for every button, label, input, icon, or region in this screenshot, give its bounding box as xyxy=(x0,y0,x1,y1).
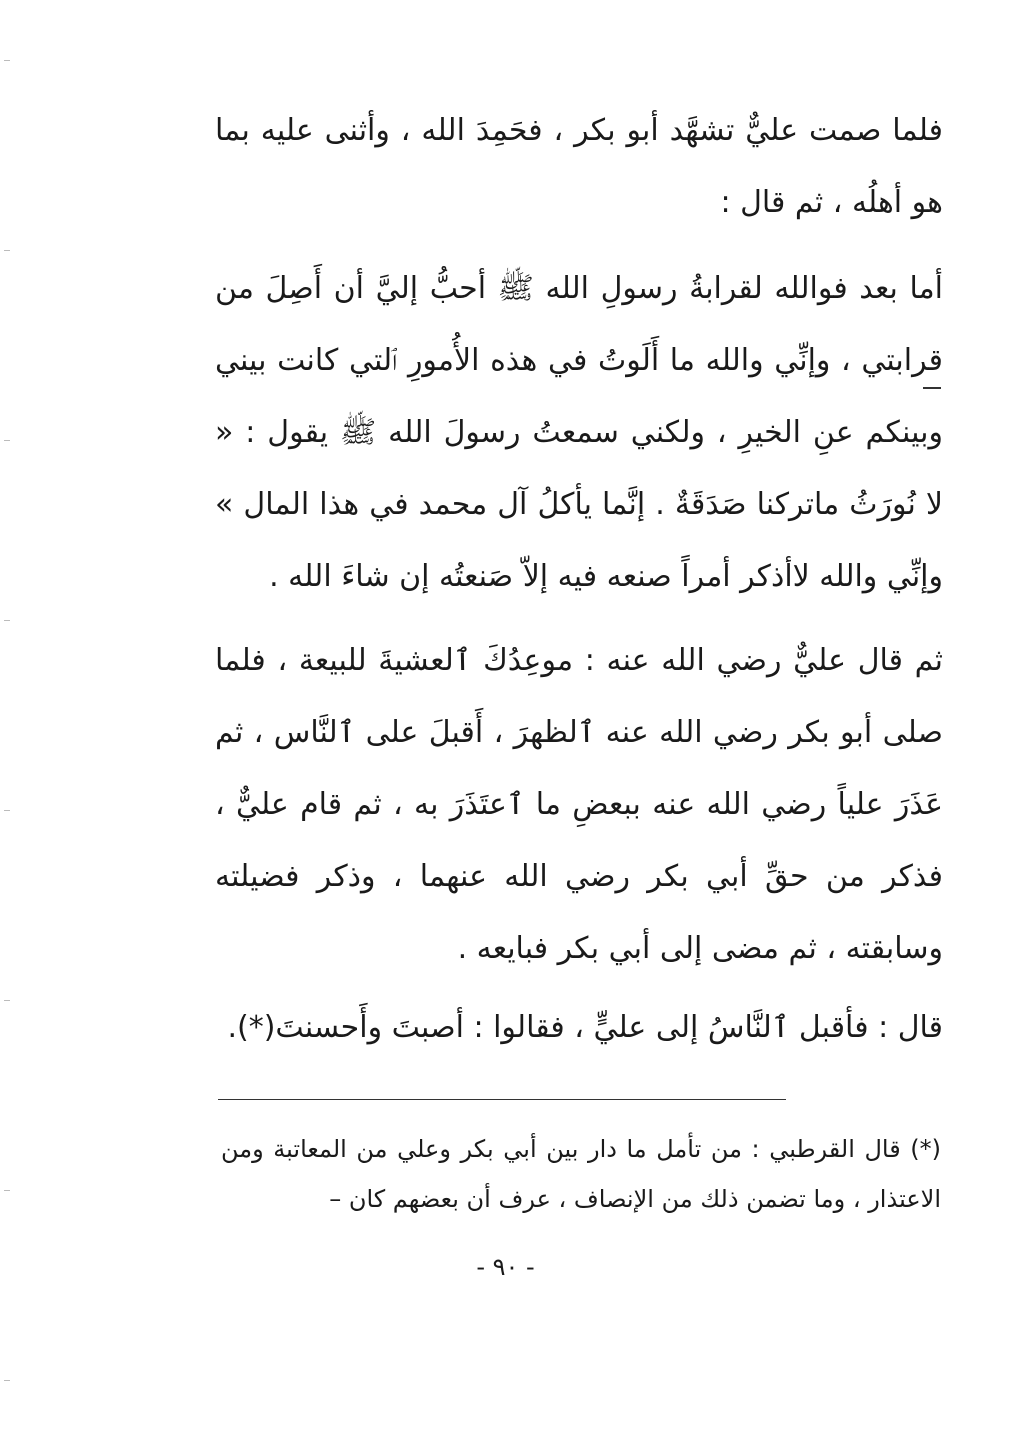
scan-margin-mark xyxy=(4,620,10,621)
paragraph-2: أما بعد فوالله لقرابةُ رسولِ الله ﷺ أحبُّ إليَّ أن أَصِلَ من قرابتي ، وإنِّي والله ما أَلَوتُ في هذه الأُمورِ ٱلتي كانت بيني وبينكم عنِ الخيرِ ، ولكني سمعتُ رسولَ الله ﷺ يقول : « لا نُورَثُ ماتركنا صَدَقَةٌ . إنَّما يأكلُ آل محمد في هذا المال » وإنِّي والله لاأذكر أمراً صنعه فيه إلاّ صَنعتُه إن شاءَ الله . xyxy=(215,271,943,594)
paragraph-4: قال : فأقبل ٱلنَّاسُ إلى عليٍّ ، فقالوا : أصبتَ وأَحسنتَ(*). xyxy=(227,1010,943,1045)
scan-margin-mark xyxy=(4,60,10,61)
scan-margin-mark xyxy=(4,1000,10,1001)
scan-margin-mark xyxy=(4,440,10,441)
footnote-divider xyxy=(218,1099,786,1100)
scan-margin-mark xyxy=(4,1380,10,1381)
scan-margin-mark xyxy=(4,1190,10,1191)
paragraph-1: فلما صمت عليٌّ تشهَّد أبو بكر ، فحَمِدَ الله ، وأثنى عليه بما هو أهلُه ، ثم قال : xyxy=(215,113,943,220)
scan-margin-mark xyxy=(4,810,10,811)
page-number: - ٩٠ - xyxy=(476,1253,535,1281)
paragraph-3: ثم قال عليٌّ رضي الله عنه : موعِدُكَ ٱلعشيةَ للبيعة ، فلما صلى أبو بكر رضي الله عنه ٱلظهرَ ، أَقبلَ على ٱلنَّاس ، ثم عَذَرَ علياً رضي الله عنه ببعضِ ما ٱعتَذَرَ به ، ثم قام عليٌّ ، فذكر من حقِّ أبي بكر رضي الله عنهما ، وذكر فضيلته وسابقته ، ثم مضى إلى أبي بكر فبايعه . xyxy=(215,643,943,966)
scan-margin-mark xyxy=(4,250,10,251)
stray-line-mark xyxy=(923,387,941,389)
footnote-text: (*) قال القرطبي : من تأمل ما دار بين أبي بكر وعلي من المعاتبة ومن الاعتذار ، وما تضمن ذلك من الإنصاف ، عرف أن بعضهم كان – xyxy=(221,1135,941,1213)
